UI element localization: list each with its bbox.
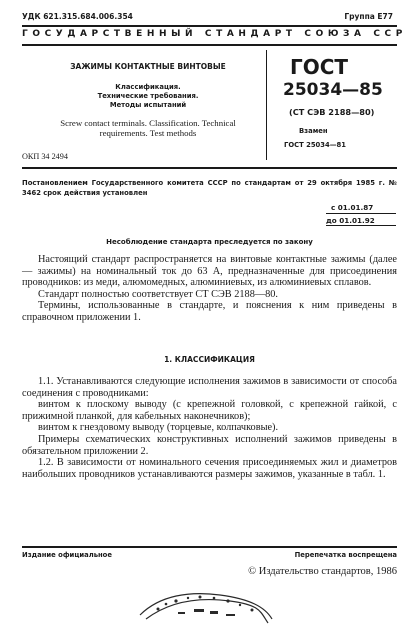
valid-to-date: до 01.01.92 bbox=[326, 216, 375, 225]
subtitle-classification: Классификация. bbox=[115, 83, 181, 91]
subtitle-requirements: Технические требования. bbox=[97, 92, 199, 100]
section-paragraph: 1.2. В зависимости от номинального сечения присоединяемых жил и диаметров наибольших проводников устанавливаются размеры зажимов, указанные в табл. 1. bbox=[22, 457, 397, 480]
ink-stamp-icon bbox=[130, 585, 280, 627]
section-paragraph: 1.1. Устанавливаются следующие исполнения зажимов в зависимости от способа соединения с проводниками: bbox=[22, 376, 397, 399]
gost-label: ГОСТ bbox=[290, 55, 349, 79]
reprint-prohibited: Перепечатка воспрещена bbox=[294, 551, 397, 559]
title-english: Screw contact terminals. Classification. Technical requirements. Test methods bbox=[60, 118, 236, 138]
intro-paragraph: Термины, использованные в стандарте, и пояснения к ним приведены в справочном приложении 1. bbox=[22, 300, 397, 323]
publisher-copyright: © Издательство стандартов, 1986 bbox=[248, 566, 397, 577]
section-body bbox=[22, 376, 397, 480]
subtitle-test-methods: Методы испытаний bbox=[109, 101, 187, 109]
section-heading: 1. КЛАССИФИКАЦИЯ bbox=[164, 355, 255, 364]
legal-warning: Несоблюдение стандарта преследуется по закону bbox=[106, 238, 313, 246]
title-block bbox=[48, 62, 248, 109]
gost-number: 25034—85 bbox=[283, 80, 383, 100]
official-edition: Издание официальное bbox=[22, 551, 112, 559]
intro-paragraph: Стандарт полностью соответствует СТ СЭВ 2188—80. bbox=[38, 288, 279, 300]
section-paragraph: винтом к гнездовому выводу (торцевые, колпачковые). bbox=[38, 422, 279, 434]
top-rule bbox=[22, 25, 397, 27]
title-russian: ЗАЖИМЫ КОНТАКТНЫЕ ВИНТОВЫЕ bbox=[70, 62, 226, 71]
intro-paragraph: Настоящий стандарт распространяется на винтовые контактные зажимы (далее — зажимы) на номинальный ток до 63 А, предназначенные для присоединения проводников: из меди, алюмомедных, алюминиевых, из алюминиевых сплавов. bbox=[22, 254, 397, 289]
section-paragraph: винтом к плоскому выводу (с крепежной головкой, с крепежной гайкой, с прижимной планкой, для кабельных наконечников); bbox=[22, 399, 397, 422]
replaces-label: Взамен bbox=[299, 127, 328, 135]
state-standard-banner: ГОСУДАРСТВЕННЫЙ СТАНДАРТ СОЮЗА ССР bbox=[22, 29, 407, 39]
date-underline-2 bbox=[326, 225, 396, 226]
st-sev-reference: (СТ СЭВ 2188—80) bbox=[289, 107, 375, 117]
intro-text bbox=[22, 254, 397, 324]
footer-rule bbox=[22, 546, 397, 548]
title-divider bbox=[266, 50, 267, 160]
replaced-gost: ГОСТ 25034—81 bbox=[284, 141, 347, 149]
okp-code: ОКП 34 2494 bbox=[22, 152, 68, 161]
decree-text: Постановлением Государственного комитета СССР по стандартам от 29 октября 1985 г. № 3462 срок действия установлен bbox=[22, 179, 397, 197]
okp-rule bbox=[22, 167, 397, 169]
date-underline bbox=[326, 213, 396, 214]
banner-rule bbox=[22, 44, 397, 46]
group-code: Группа Е77 bbox=[344, 12, 393, 21]
section-paragraph: Примеры схематических конструктивных исполнений зажимов приведены в обязательном приложении 2. bbox=[22, 433, 397, 457]
udk-code: УДК 621.315.684.006.354 bbox=[22, 12, 133, 21]
valid-from-date: с 01.01.87 bbox=[331, 203, 374, 212]
